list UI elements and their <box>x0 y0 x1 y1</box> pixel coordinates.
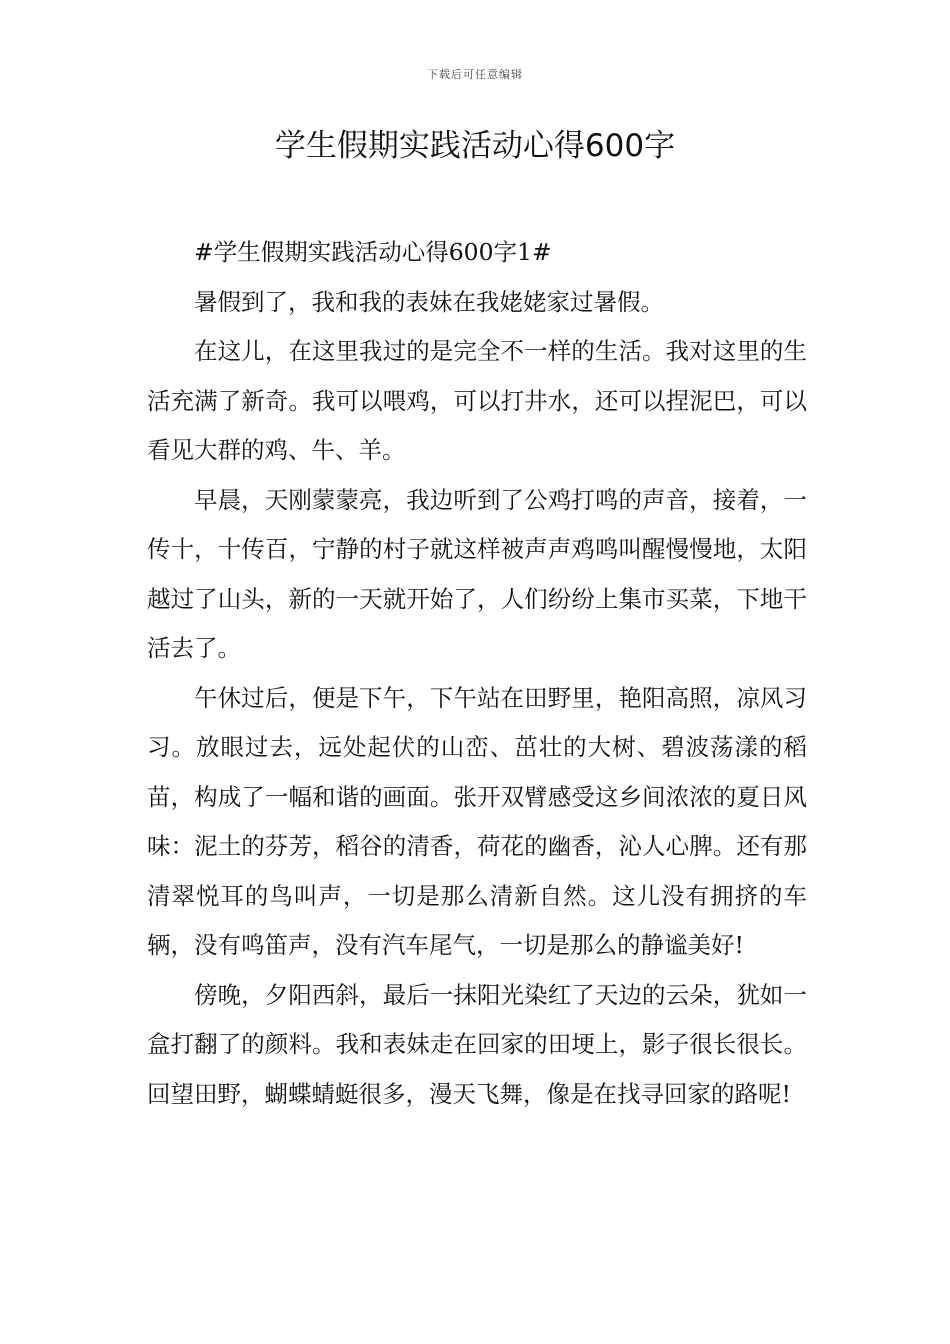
paragraph-3: 早晨，天刚蒙蒙亮，我边听到了公鸡打鸣的声音，接着，一传十，十传百，宁静的村子就这样被声声鸡鸣叫醒慢慢地，太阳越过了山头，新的一天就开始了，人们纷纷上集市买菜，下地干活去了。 <box>147 485 807 662</box>
document-body <box>147 228 807 1119</box>
document-title: 学生假期实践活动心得600字 <box>274 128 676 164</box>
paragraph-5: 傍晚，夕阳西斜，最后一抹阳光染红了天边的云朵，犹如一盒打翻了的颜料。我和表妹走在回家的田埂上，影子很长很长。回望田野，蝴蝶蜻蜓很多，漫天飞舞，像是在找寻回家的路呢! <box>147 980 807 1108</box>
page-header-note: 下载后可任意编辑 <box>427 68 523 81</box>
section-heading: #学生假期实践活动心得600字1# <box>194 238 552 266</box>
paragraph-4: 午休过后，便是下午，下午站在田野里，艳阳高照，凉风习习。放眼过去，远处起伏的山峦、茁壮的大树、碧波荡漾的稻苗，构成了一幅和谐的画面。张开双臂感受这乡间浓浓的夏日风味：泥土的芬芳，稻谷的清香，荷花的幽香，沁人心脾。还有那清翠悦耳的鸟叫声，一切是那么清新自然。这儿没有拥挤的车辆，没有鸣笛声，没有汽车尾气，一切是那么的静谧美好! <box>147 683 807 959</box>
paragraph-1: 暑假到了，我和我的表妹在我姥姥家过暑假。 <box>194 287 664 316</box>
paragraph-2: 在这儿，在这里我过的是完全不一样的生活。我对这里的生活充满了新奇。我可以喂鸡，可以打井水，还可以捏泥巴，可以看见大群的鸡、牛、羊。 <box>147 337 807 464</box>
